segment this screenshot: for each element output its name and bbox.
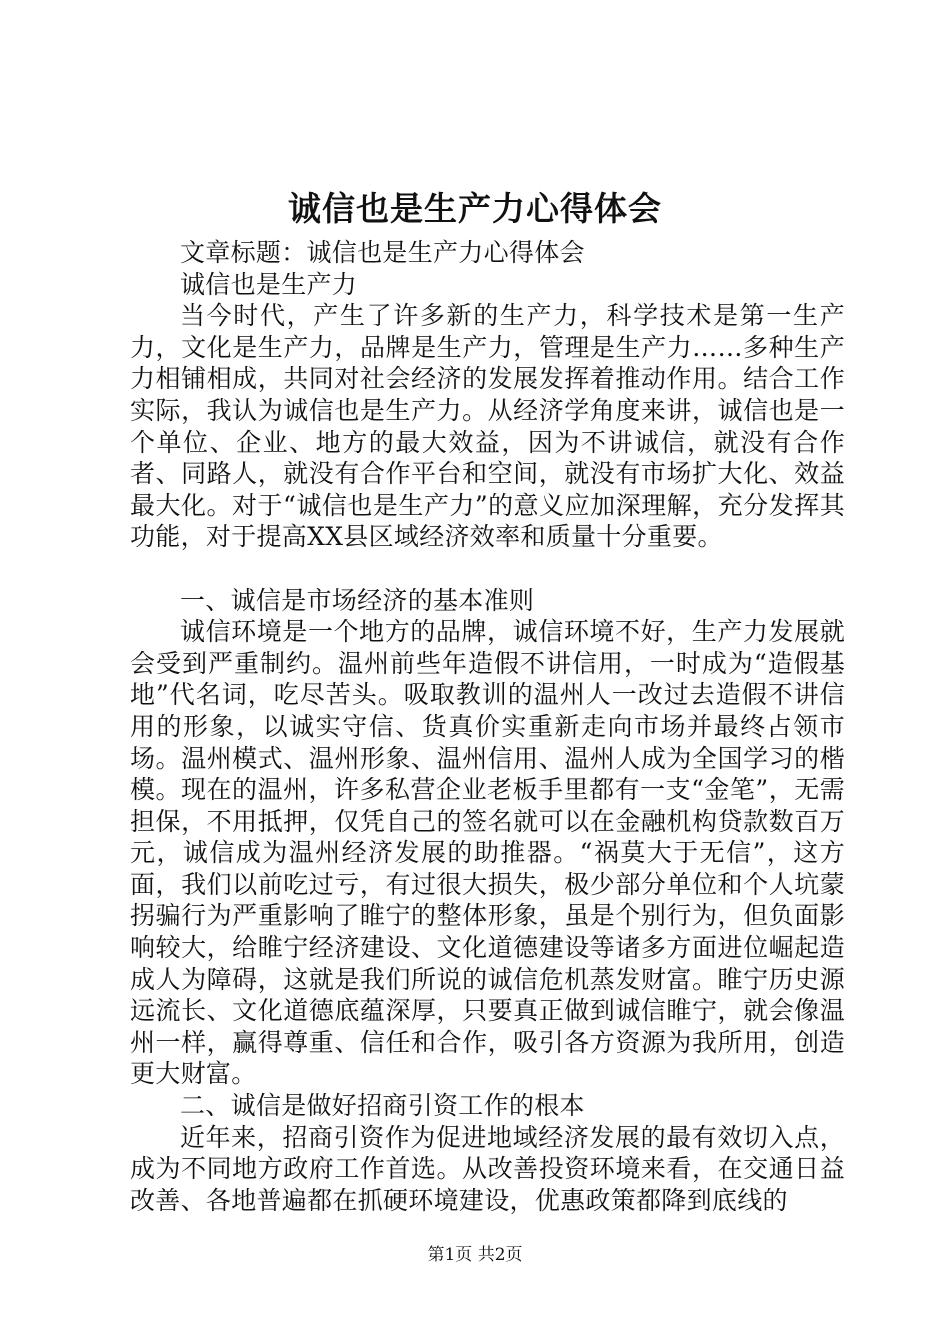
section-1-paragraph: 诚信环境是一个地方的品牌，诚信环境不好，生产力发展就会受到严重制约。温州前些年造假不讲信用，一时成为“造假基地”代名词，吃尽苦头。吸取教训的温州人一改过去造假不讲信用的形象，以诚实守信、货真价实重新走向市场并最终占领市场。温州模式、温州形象、温州信用、温州人成为全国学习的楷模。现在的温州，许多私营企业老板手里都有一支“金笔”，无需担保，不用抵押，仅凭自己的签名就可以在金融机构贷款数百万元，诚信成为温州经济发展的助推器。“祸莫大于无信”，这方面，我们以前吃过亏，有过很大损失，极少部分单位和个人坑蒙拐骗行为严重影响了睢宁的整体形象，虽是个别行为，但负面影响较大，给睢宁经济建设、文化道德建设等诸多方面进位崛起造成人为障碍，这就是我们所说的诚信危机蒸发财富。睢宁历史源远流长、文化道德底蕴深厚，只要真正做到诚信睢宁，就会像温州一样，赢得尊重、信任和合作，吸引各方资源为我所用，创造更大财富。	[130, 617, 845, 1089]
blank-line	[130, 553, 845, 585]
article-title-line: 文章标题：诚信也是生产力心得体会	[180, 238, 585, 267]
subtitle-line: 诚信也是生产力	[180, 269, 358, 299]
document-title: 诚信也是生产力心得体会	[288, 189, 662, 228]
section-heading-2: 二、诚信是做好招商引资工作的根本	[180, 1091, 585, 1121]
section-2-paragraph: 近年来，招商引资作为促进地域经济发展的最有效切入点，成为不同地方政府工作首选。从改善投资环境来看，在交通日益改善、各地普遍都在抓硬环境建设，优惠政策都降到底线的	[130, 1122, 845, 1215]
intro-paragraph: 当今时代，产生了许多新的生产力，科学技术是第一生产力，文化是生产力，品牌是生产力，管理是生产力……多种生产力相铺相成，共同对社会经济的发展发挥着推动作用。结合工作实际，我认为诚信也是生产力。从经济学角度来讲，诚信也是一个单位、企业、地方的最大效益，因为不讲诚信，就没有合作者、同路人，就没有合作平台和空间，就没有市场扩大化、效益最大化。对于“诚信也是生产力”的意义应加深理解，充分发挥其功能，对于提高XX县区域经济效率和质量十分重要。	[130, 301, 845, 552]
document-body	[130, 237, 845, 1216]
section-heading-1: 一、诚信是市场经济的基本准则	[180, 585, 535, 615]
page-footer: 第1页 共2页	[427, 1245, 523, 1265]
